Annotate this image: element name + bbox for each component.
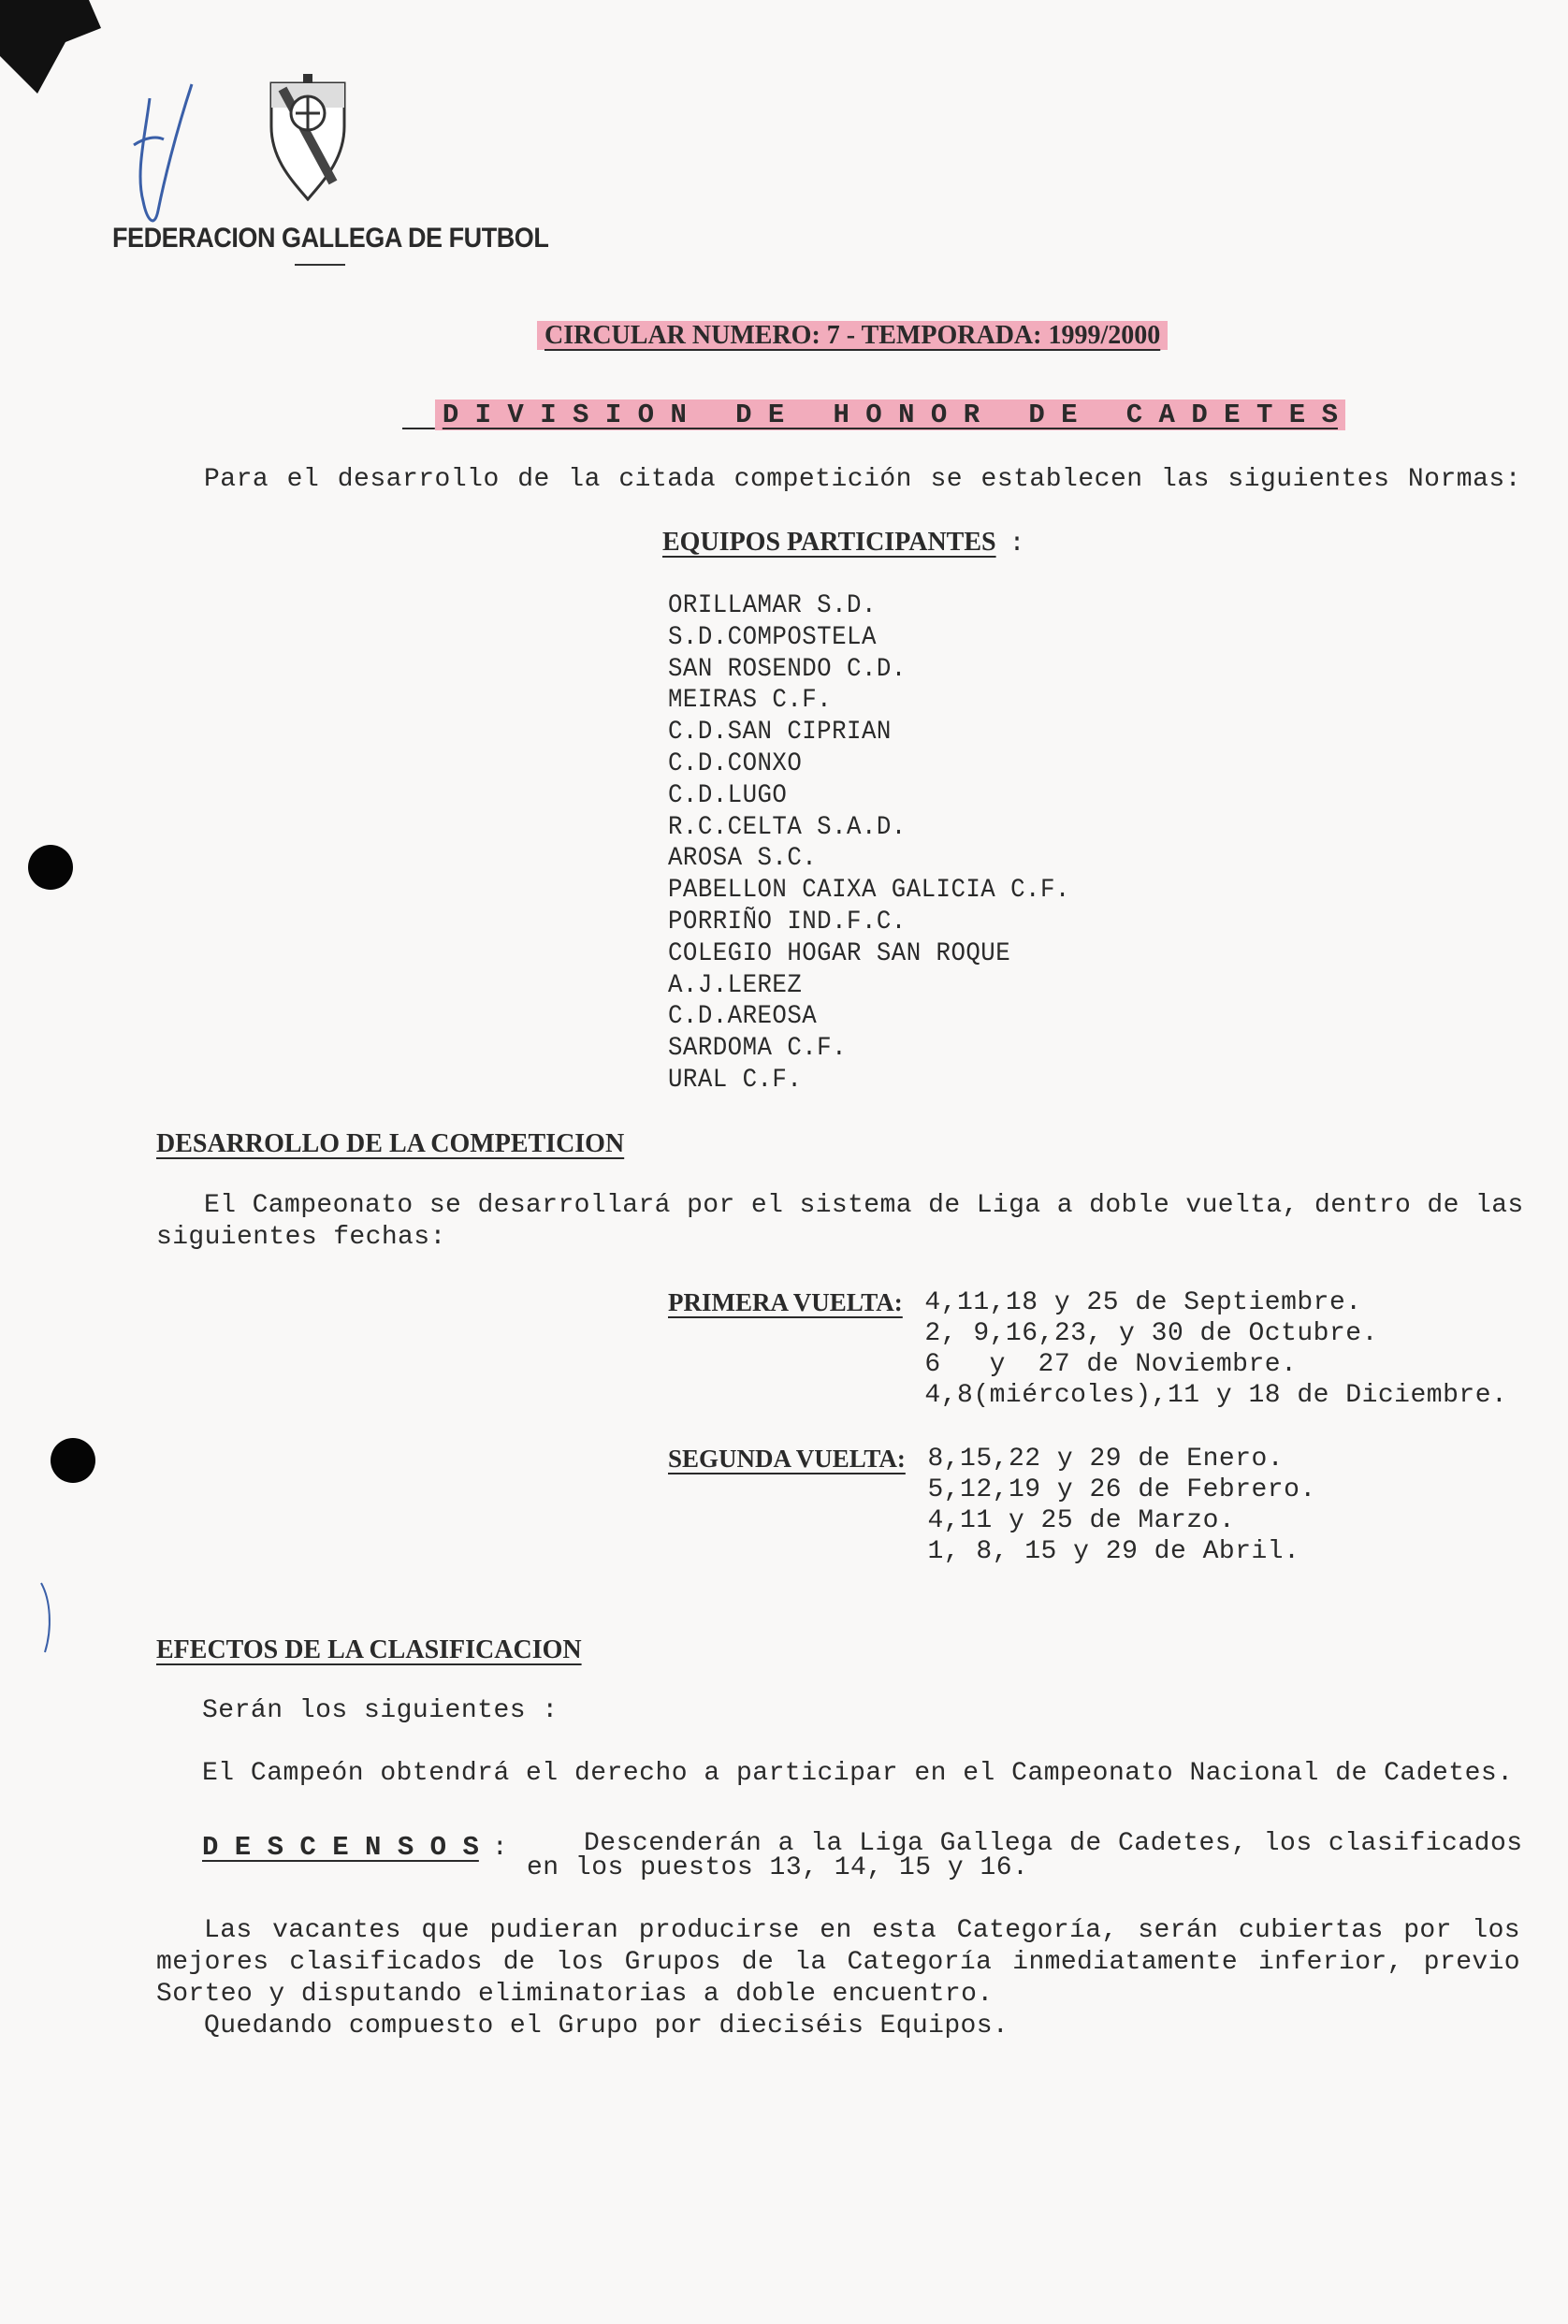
list-item: PABELLON CAIXA GALICIA C.F. — [668, 876, 1070, 906]
first-round-dates — [924, 1287, 1507, 1411]
first-round-block — [668, 1287, 1507, 1411]
hole-punch — [51, 1438, 95, 1483]
list-item: C.D.CONXO — [668, 748, 803, 778]
list-item: URAL C.F. — [668, 1065, 803, 1095]
list-item: AROSA S.C. — [668, 844, 818, 874]
relegation-label: D E S C E N S O S — [202, 1832, 479, 1863]
letterhead-underline — [295, 264, 345, 266]
list-item: R.C.CELTA S.A.D. — [668, 812, 907, 842]
list-item: C.D.SAN CIPRIAN — [668, 718, 892, 748]
champion-paragraph: El Campeón obtendrá el derecho a participar en el Campeonato Nacional de Cadetes. — [202, 1759, 1514, 1788]
classification-intro: Serán los siguientes : — [202, 1696, 559, 1725]
competition-paragraph: El Campeonato se desarrollará por el sistema de Liga a doble vuelta, dentro de las siguientes fechas: — [156, 1191, 1524, 1252]
list-item: SAN ROSENDO C.D. — [668, 654, 907, 684]
competition-heading: DESARROLLO DE LA COMPETICION — [156, 1129, 625, 1158]
first-round-label: PRIMERA VUELTA: — [668, 1288, 903, 1316]
federation-shield-logo — [268, 70, 348, 201]
list-item: COLEGIO HOGAR SAN ROQUE — [668, 938, 1011, 968]
corner-shadow — [0, 0, 112, 103]
list-item: PORRIÑO IND.F.C. — [668, 907, 907, 937]
list-item: ORILLAMAR S.D. — [668, 591, 877, 620]
second-round-label: SEGUNDA VUELTA: — [668, 1445, 906, 1473]
division-title: D I V I S I O N D E H O N O R D E C A D E T E S — [402, 369, 1345, 430]
relegation-text-1: Descenderán a la Liga Gallega de Cadetes, los clasificados — [584, 1829, 1523, 1858]
handwritten-mark — [126, 80, 201, 239]
list-item: A.J.LEREZ — [668, 970, 803, 1000]
pen-stroke — [37, 1581, 56, 1656]
list-item: 6 y 27 de Noviembre. — [924, 1350, 1298, 1379]
list-item: 5,12,19 y 26 de Febrero. — [927, 1475, 1316, 1504]
second-round-block — [668, 1444, 1316, 1567]
circular-title: CIRCULAR NUMERO: 7 - TEMPORADA: 1999/2000 — [537, 321, 1168, 351]
list-item: 4,11,18 y 25 de Septiembre. — [924, 1288, 1362, 1317]
intro-paragraph: Para el desarrollo de la citada competición se establecen las siguientes Normas: — [204, 465, 1521, 494]
list-item: S.D.COMPOSTELA — [668, 622, 877, 652]
team-list — [668, 590, 1070, 1097]
list-item: 4,11 y 25 de Marzo. — [927, 1506, 1236, 1535]
list-item: 2, 9,16,23, y 30 de Octubre. — [924, 1319, 1378, 1348]
list-item: SARDOMA C.F. — [668, 1034, 848, 1064]
list-item: MEIRAS C.F. — [668, 686, 833, 716]
vacancies-paragraph: Las vacantes que pudieran producirse en esta Categoría, serán cubiertas por los mejores clasificados de los Grupos de la Categoría inmediatamente inferior, previo Sorteo y disputando eliminatorias a doble encuentro. Quedando compuesto el Grupo por dieciséis Equipos. — [156, 1916, 1520, 2041]
relegation-block: D E S C E N S O S : — [202, 1832, 509, 1863]
teams-heading: EQUIPOS PARTICIPANTES : — [662, 528, 1025, 559]
list-item: 4,8(miércoles),11 y 18 de Diciembre. — [924, 1381, 1508, 1410]
list-item: 8,15,22 y 29 de Enero. — [927, 1445, 1285, 1474]
second-round-dates — [927, 1444, 1315, 1567]
list-item: 1, 8, 15 y 29 de Abril. — [927, 1537, 1300, 1566]
relegation-text-2: en los puestos 13, 14, 15 y 16. — [527, 1853, 1029, 1882]
list-item: C.D.AREOSA — [668, 1002, 818, 1032]
list-item: C.D.LUGO — [668, 780, 788, 810]
classification-heading: EFECTOS DE LA CLASIFICACION — [156, 1635, 582, 1664]
hole-punch — [28, 845, 73, 890]
organization-name: FEDERACION GALLEGA DE FUTBOL — [112, 223, 549, 254]
